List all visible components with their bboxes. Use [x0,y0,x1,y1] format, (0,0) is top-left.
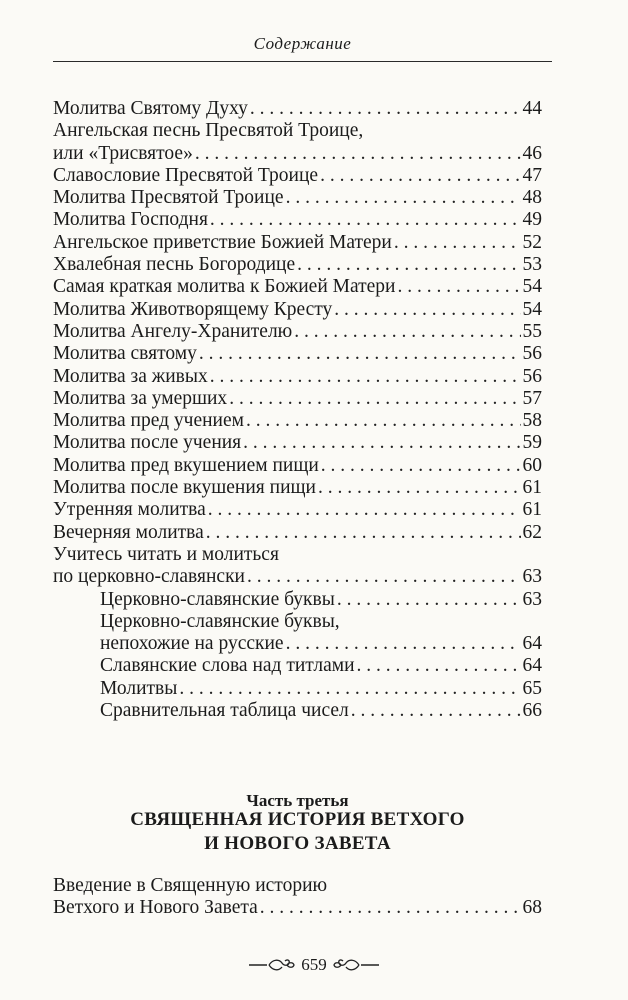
dot-leader [206,499,521,521]
toc-entry-page: 55 [522,320,542,342]
dot-leader [227,388,520,410]
toc-entry-title: Церковно-славянские буквы [100,588,335,610]
toc-entry-page: 47 [522,164,542,186]
toc-entry [53,388,542,410]
toc-entry-page: 61 [522,477,542,499]
running-head: Содержание [253,34,352,53]
dot-leader [349,700,521,722]
toc-entry-title: Утренняя молитва [53,499,206,521]
dot-leader [208,366,521,388]
toc-entry-title: Ангельская песнь Пресвятой Троице, [53,120,364,142]
page-number: 659 [301,955,327,974]
part-label: Часть третья [246,791,349,810]
toc-entry-title: по церковно-славянски [53,566,245,588]
toc-entry [53,299,542,321]
toc-entry-page: 44 [522,98,542,119]
toc-entry [53,209,542,231]
part-title [53,808,542,856]
toc-entry-page: 64 [522,655,542,677]
toc-entry [53,410,542,432]
toc-entry-title: Славянские слова над титлами [100,655,355,677]
dot-leader [332,299,520,321]
toc-entry [53,432,542,454]
dot-leader [204,522,521,544]
toc-entry [53,165,542,187]
toc-entry [53,611,542,633]
dot-leader [295,254,520,276]
dot-leader [284,187,521,209]
toc-entry-title: Молитва за умерших [53,387,228,409]
toc-entry-title: или «Трисвятое» [53,142,193,164]
toc-entry-page: 66 [522,700,542,722]
toc-entry-title: Самая краткая молитва к Божией Матери [53,276,396,298]
toc-entry-page: 57 [522,387,542,409]
toc-entry-title: Учитесь читать и молиться [53,543,279,565]
toc-entry-title: Ангельское приветствие Божией Матери [53,231,392,253]
toc-entry-title: Сравнительная таблица чисел [100,700,349,722]
toc-entry [53,120,542,142]
toc-entry-title: Молитва пред вкушением пищи [53,454,319,476]
toc-entry-page: 49 [522,209,542,231]
page-footer [0,955,628,975]
toc-entry-page: 54 [522,276,542,298]
toc-entry [53,187,542,209]
toc-entry-page: 48 [522,187,542,209]
dot-leader [248,98,521,120]
toc-entry-page: 46 [522,142,542,164]
toc-entry [53,522,542,544]
dot-leader [318,165,520,187]
toc-entry-title: Молитва Ангелу-Хранителю [53,320,293,342]
toc-entry [53,678,542,700]
toc-entry-title: Молитва Господня [53,209,208,231]
toc-entry-page: 56 [522,365,542,387]
toc-entry-page: 63 [522,566,542,588]
toc-entry-page: 63 [522,588,542,610]
toc-entry-title: Молитва за живых [53,365,208,387]
toc-entry-title: Молитва после учения [53,432,242,454]
toc-entry-title: Ветхого и Нового Завета [53,897,258,919]
toc-entry-title: Молитва Пресвятой Троице [53,187,284,209]
toc-entry [53,700,542,722]
table-of-contents-part-3 [53,875,542,920]
toc-entry-title: Молитва после вкушения пищи [53,477,316,499]
toc-entry [53,897,542,919]
toc-entry-page: 59 [522,432,542,454]
dot-leader [284,633,521,655]
toc-entry [53,589,542,611]
dot-leader [244,410,521,432]
toc-entry-title: Молитвы [100,677,178,699]
table-of-contents [53,98,542,722]
toc-entry [53,499,542,521]
toc-entry-page: 68 [522,897,542,919]
toc-entry-page: 56 [522,343,542,365]
toc-entry [53,366,542,388]
dot-leader [241,432,520,454]
header-rule [53,61,552,62]
toc-entry-page: 54 [522,298,542,320]
toc-entry [53,276,542,298]
toc-entry [53,321,542,343]
toc-entry [53,232,542,254]
toc-entry [53,875,542,897]
toc-entry-page: 61 [522,499,542,521]
toc-entry-page: 62 [522,521,542,543]
dot-leader [258,897,521,919]
dot-leader [245,566,521,588]
toc-entry-page: 52 [522,231,542,253]
ornament-left-icon [249,958,295,972]
toc-entry [53,143,542,165]
part-title-line-1: СВЯЩЕННАЯ ИСТОРИЯ ВЕТХОГО [130,809,465,830]
toc-entry-title: Молитва святому [53,343,197,365]
toc-entry-page: 60 [522,454,542,476]
toc-entry-title: Церковно-славянские буквы, [100,610,340,632]
toc-entry-title: Хвалебная песнь Богородице [53,254,296,276]
toc-entry-page: 64 [522,633,542,655]
toc-entry [53,544,542,566]
toc-entry-title: Молитва Святому Духу [53,98,248,119]
toc-entry-page: 53 [522,254,542,276]
dot-leader [193,143,521,165]
dot-leader [392,232,521,254]
toc-entry-page: 65 [522,677,542,699]
toc-entry [53,566,542,588]
toc-entry-title: Вечерняя молитва [53,521,204,543]
toc-entry [53,254,542,276]
ornament-right-icon [333,958,379,972]
dot-leader [319,455,521,477]
toc-entry [53,98,542,120]
part-title-line-2: И НОВОГО ЗАВЕТА [204,833,391,854]
dot-leader [292,321,520,343]
toc-entry-title: Славословие Пресвятой Троице [53,164,319,186]
toc-entry [53,455,542,477]
dot-leader [335,589,521,611]
dot-leader [197,343,521,365]
toc-entry-page: 58 [522,410,542,432]
dot-leader [177,678,520,700]
toc-entry-title: Молитва пред учением [53,410,244,432]
toc-entry-title: непохожие на русские [100,633,284,655]
dot-leader [355,655,521,677]
toc-entry-title: Введение в Священную историю [53,875,328,896]
toc-entry-title: Молитва Животворящему Кресту [53,298,333,320]
toc-entry [53,477,542,499]
toc-entry [53,343,542,365]
dot-leader [395,276,520,298]
toc-entry [53,633,542,655]
dot-leader [316,477,521,499]
toc-entry [53,655,542,677]
dot-leader [208,209,521,231]
